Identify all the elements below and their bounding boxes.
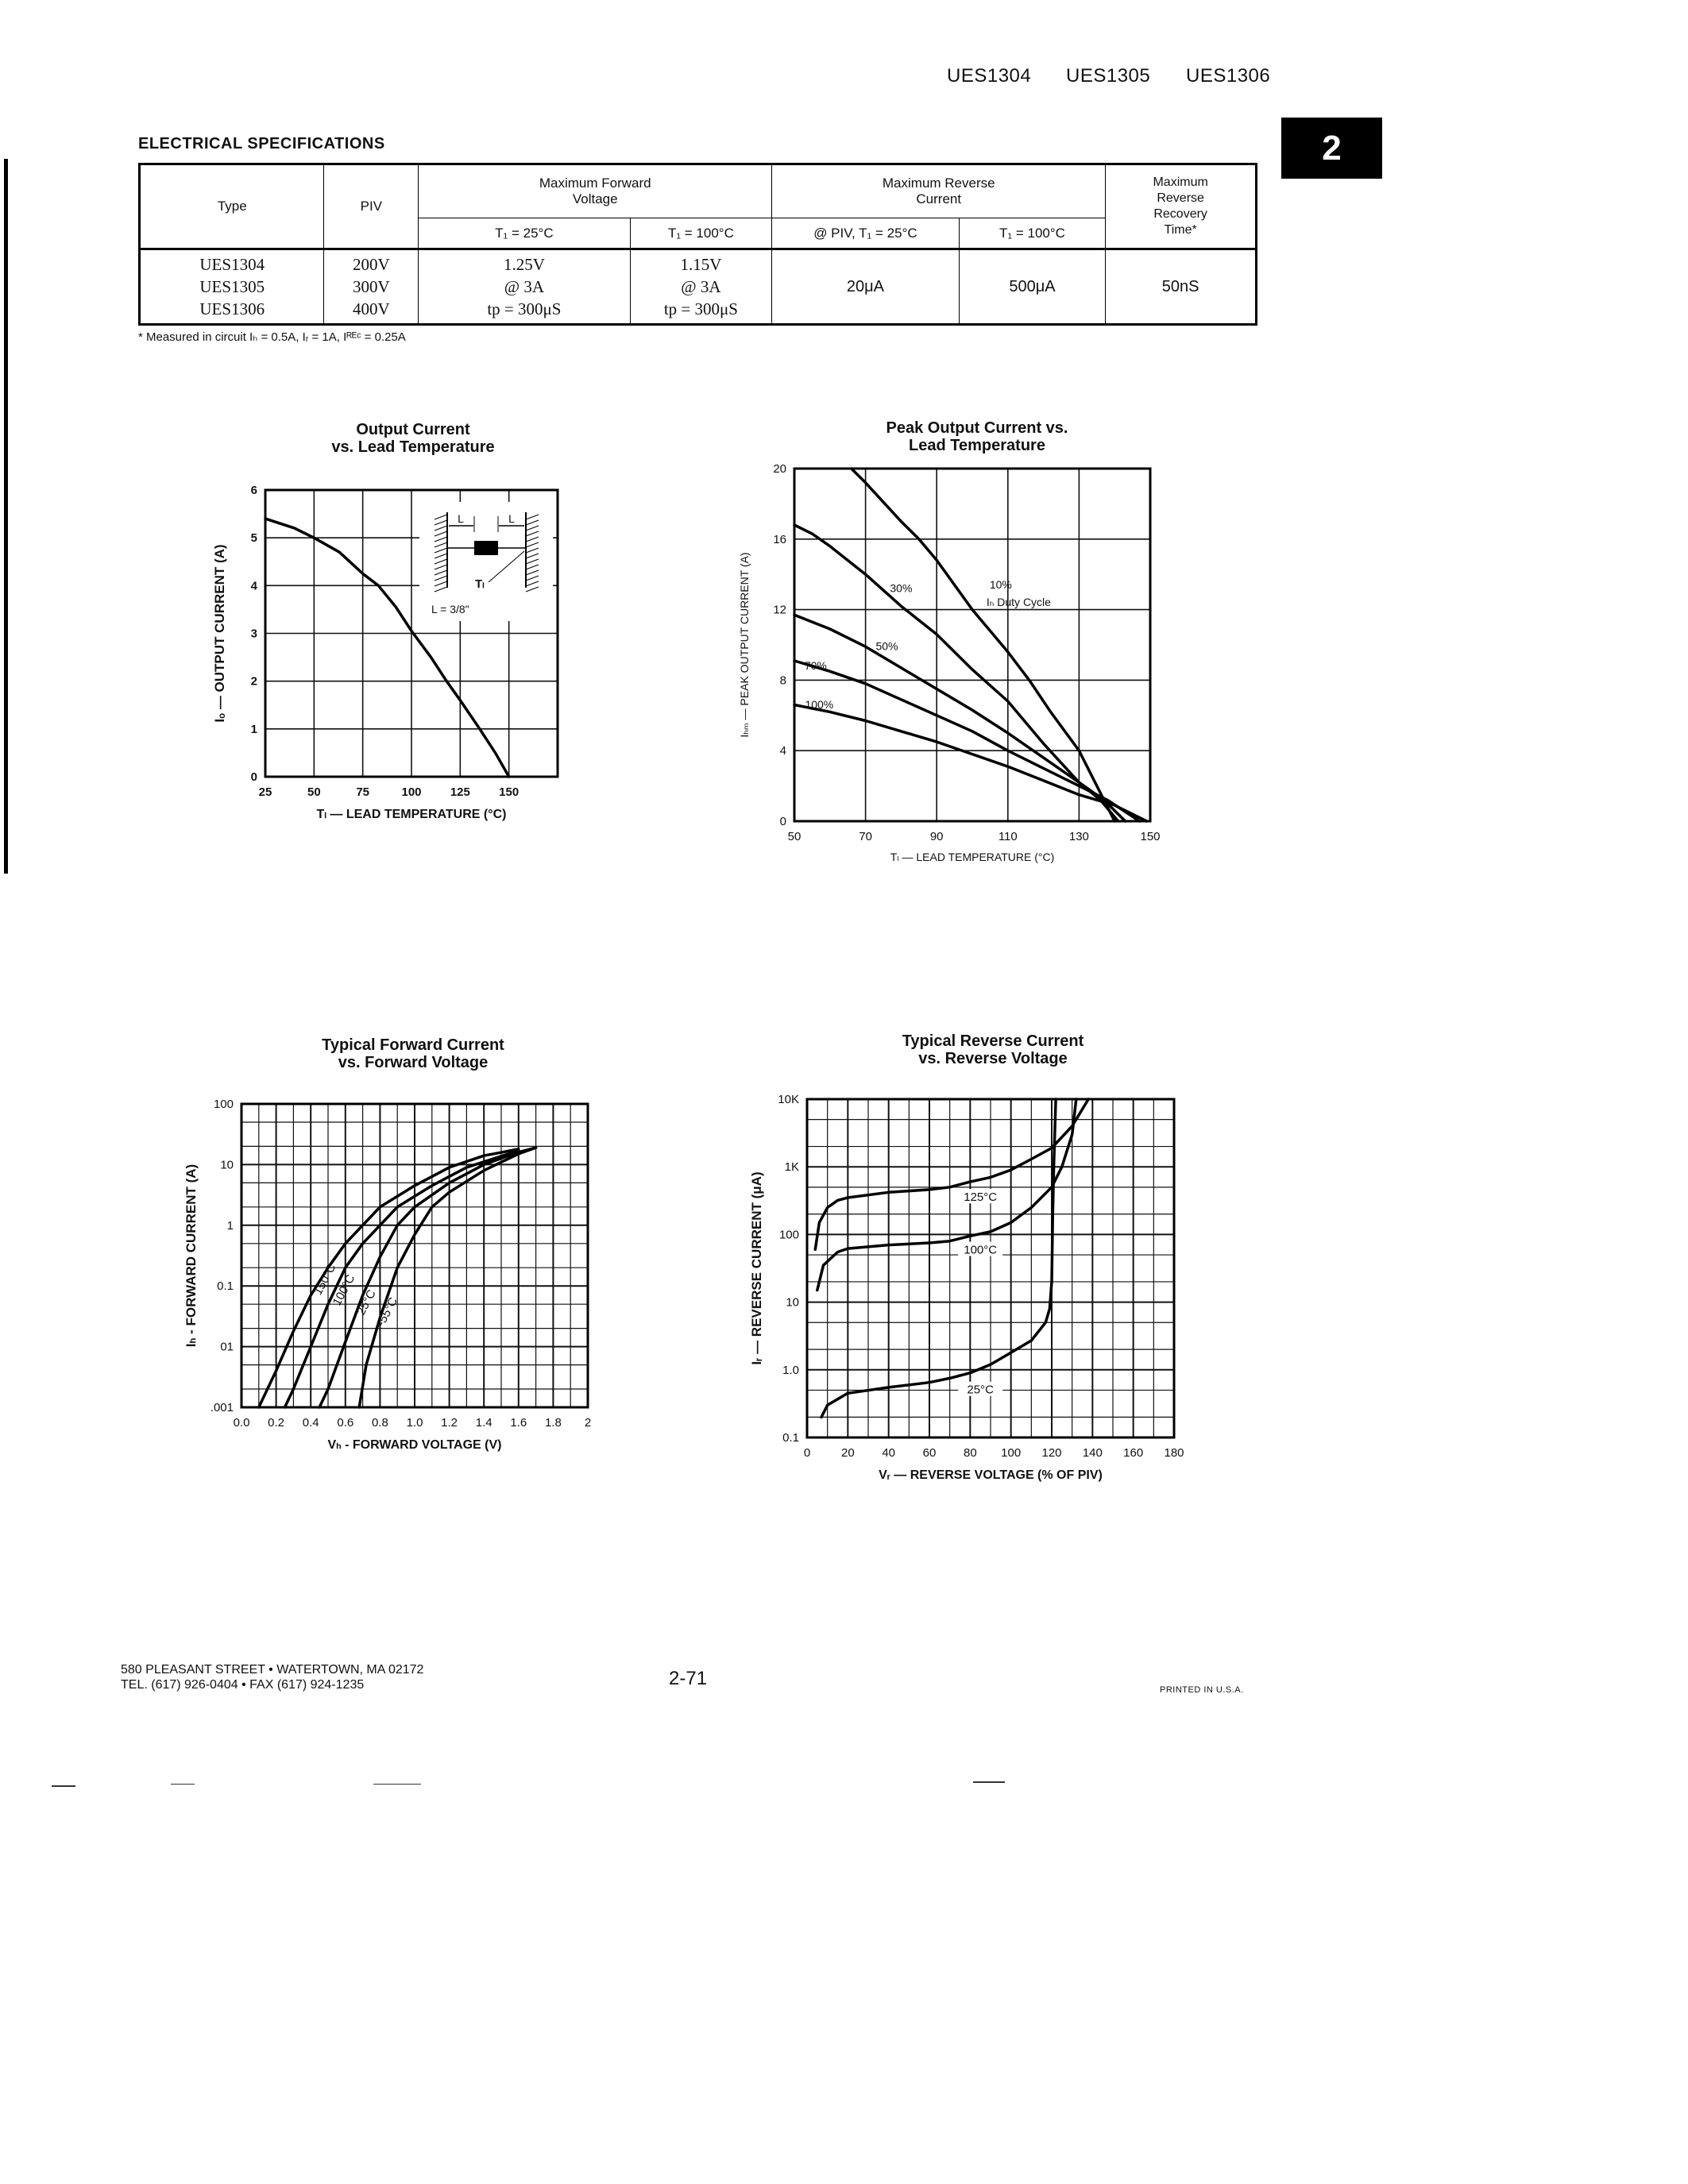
y-tick-label: 0 bbox=[250, 770, 257, 784]
col-header-fv-25c: T₁ = 25°C bbox=[419, 218, 630, 249]
y-tick-label: 1K bbox=[784, 1160, 799, 1175]
x-tick-label: 1.2 bbox=[441, 1416, 458, 1430]
scan-artifact bbox=[52, 1785, 75, 1787]
x-tick-label: 0.2 bbox=[268, 1416, 285, 1430]
col-header-max-forward-voltage: Maximum Forward Voltage bbox=[419, 164, 772, 218]
scan-artifact bbox=[171, 1784, 195, 1785]
cell-rc-100c: 500μA bbox=[959, 249, 1106, 325]
cell-rc-25c: 20μA bbox=[772, 249, 959, 325]
y-tick-label: 4 bbox=[779, 744, 786, 758]
y-tick-label: .001 bbox=[210, 1401, 234, 1414]
series-label: 50% bbox=[875, 639, 898, 653]
series-curve-125°C bbox=[815, 1099, 1088, 1249]
series-label: 150°C bbox=[311, 1261, 339, 1298]
x-tick-label: 0.8 bbox=[371, 1416, 388, 1430]
col-header-piv: PIV bbox=[324, 164, 419, 249]
series-label: 100°C bbox=[964, 1243, 998, 1257]
series-label: 25°C bbox=[967, 1383, 994, 1397]
lead-length-diagram bbox=[419, 502, 553, 621]
y-tick-label: 10K bbox=[778, 1093, 799, 1106]
col-header-rc-25c: @ PIV, T₁ = 25°C bbox=[772, 218, 959, 249]
y-tick-label: 12 bbox=[773, 603, 786, 617]
y-tick-label: 10 bbox=[786, 1295, 799, 1310]
y-tick-label: 100 bbox=[778, 1228, 799, 1242]
x-tick-label: 50 bbox=[307, 785, 321, 799]
col-header-fv-100c: T₁ = 100°C bbox=[630, 218, 772, 249]
legend-note: Iₕ Duty Cycle bbox=[986, 596, 1051, 609]
col-header-recovery-time: Maximum Reverse Recovery Time* bbox=[1106, 164, 1257, 249]
chart-title: Typical Forward Current vs. Forward Voltage bbox=[322, 1036, 504, 1071]
section-badge: 2 bbox=[1281, 118, 1382, 179]
x-tick-label: 20 bbox=[840, 1446, 855, 1460]
x-tick-label: 130 bbox=[1068, 830, 1089, 843]
svg-text:L = 3/8": L = 3/8" bbox=[431, 603, 469, 615]
series-curve--55°C bbox=[359, 1148, 535, 1407]
grid-lines bbox=[241, 1104, 588, 1407]
x-tick-label: 60 bbox=[922, 1446, 937, 1460]
x-tick-label: 0.4 bbox=[302, 1416, 319, 1430]
svg-text:L: L bbox=[458, 512, 464, 525]
col-header-type: Type bbox=[140, 164, 324, 249]
y-axis-label: Iₕ - FORWARD CURRENT (A) bbox=[183, 1163, 199, 1348]
header-part-number: UES1304 bbox=[947, 65, 1032, 87]
y-tick-label: 6 bbox=[250, 484, 257, 497]
series-label: 100% bbox=[805, 697, 834, 711]
series-label: 30% bbox=[890, 581, 913, 595]
section-title: ELECTRICAL SPECIFICATIONS bbox=[138, 135, 385, 152]
x-tick-label: 140 bbox=[1082, 1446, 1103, 1460]
x-tick-label: 75 bbox=[356, 785, 370, 799]
y-tick-label: 16 bbox=[773, 532, 786, 546]
x-tick-label: 150 bbox=[1140, 830, 1161, 843]
x-tick-label: 25 bbox=[258, 785, 272, 799]
plot-frame bbox=[794, 469, 1150, 821]
cell-piv: 200V 300V 400V bbox=[324, 249, 419, 325]
x-tick-label: 1.6 bbox=[510, 1416, 527, 1430]
y-tick-label: 8 bbox=[779, 673, 786, 688]
y-tick-label: 0.1 bbox=[217, 1279, 234, 1294]
series-label: -55°C bbox=[373, 1295, 401, 1329]
x-tick-label: 100 bbox=[401, 785, 422, 799]
header-part-number: UES1306 bbox=[1186, 65, 1271, 87]
series-label: 10% bbox=[989, 577, 1012, 591]
x-tick-label: 110 bbox=[998, 830, 1018, 843]
x-tick-label: 0.0 bbox=[233, 1416, 250, 1430]
svg-text:Tₗ: Tₗ bbox=[475, 577, 485, 591]
chart-title: Output Current vs. Lead Temperature bbox=[331, 421, 495, 456]
x-tick-label: 120 bbox=[1041, 1446, 1062, 1460]
printed-in-usa: PRINTED IN U.S.A. bbox=[1160, 1685, 1244, 1695]
table-footnote: * Measured in circuit Iₕ = 0.5A, Iᵣ = 1A, Iᴿᴱᶜ = 0.25A bbox=[138, 330, 406, 344]
x-tick-label: 1.0 bbox=[406, 1416, 423, 1430]
x-tick-label: 90 bbox=[929, 830, 944, 843]
series-curve-100°C bbox=[817, 1099, 1076, 1291]
y-axis-label: Iₕₘ — PEAK OUTPUT CURRENT (A) bbox=[738, 552, 751, 738]
series-curve-50% bbox=[794, 615, 1126, 821]
page-number: 2-71 bbox=[669, 1668, 708, 1689]
svg-text:L: L bbox=[508, 512, 515, 525]
x-axis-label: Tₗ — LEAD TEMPERATURE (°C) bbox=[890, 851, 1055, 863]
grid-lines bbox=[794, 469, 1150, 821]
x-tick-label: 100 bbox=[1001, 1446, 1022, 1460]
y-tick-label: 1 bbox=[226, 1218, 234, 1233]
y-tick-label: 20 bbox=[773, 462, 786, 476]
y-tick-label: 10 bbox=[220, 1158, 234, 1172]
scan-artifact bbox=[373, 1784, 421, 1785]
x-axis-label: Vᵣ — REVERSE VOLTAGE (% OF PIV) bbox=[879, 1468, 1103, 1482]
x-tick-label: 70 bbox=[859, 830, 872, 843]
chart-title: Peak Output Current vs. Lead Temperature bbox=[886, 419, 1068, 454]
x-axis-label: Tₗ — LEAD TEMPERATURE (°C) bbox=[316, 808, 507, 821]
x-tick-label: 2 bbox=[584, 1416, 592, 1430]
series-label: 100°C bbox=[330, 1272, 358, 1308]
scan-artifact bbox=[973, 1781, 1005, 1783]
y-tick-label: 0 bbox=[779, 815, 786, 828]
cell-types: UES1304 UES1305 UES1306 bbox=[140, 249, 324, 325]
y-tick-label: 5 bbox=[250, 531, 257, 546]
x-tick-label: 0.6 bbox=[337, 1416, 354, 1430]
x-tick-label: 1.4 bbox=[475, 1416, 492, 1430]
series-curve-100% bbox=[794, 705, 1147, 822]
chart-output-current-plot bbox=[212, 484, 558, 821]
y-axis-label: Iᵣ — REVERSE CURRENT (μA) bbox=[749, 1171, 764, 1365]
y-tick-label: 4 bbox=[250, 579, 257, 593]
y-tick-label: 3 bbox=[250, 627, 257, 641]
chart-title: Typical Reverse Current vs. Reverse Voltage bbox=[902, 1032, 1084, 1067]
header-part-number: UES1305 bbox=[1066, 65, 1151, 87]
x-tick-label: 180 bbox=[1164, 1446, 1184, 1460]
chart-peak-output-current-plot bbox=[738, 462, 1161, 863]
series-curve-150°C bbox=[259, 1149, 519, 1407]
y-tick-label: 1.0 bbox=[782, 1363, 799, 1377]
diode-body-icon bbox=[474, 541, 498, 555]
col-header-rc-100c: T₁ = 100°C bbox=[959, 218, 1106, 249]
cell-fv-25c: 1.25V @ 3A tp = 300μS bbox=[419, 249, 630, 325]
chart-forward-current-plot bbox=[183, 1098, 591, 1452]
series-label: 70% bbox=[804, 659, 827, 673]
x-tick-label: 0 bbox=[803, 1446, 811, 1460]
x-axis-label: Vₕ - FORWARD VOLTAGE (V) bbox=[327, 1438, 502, 1452]
col-header-max-reverse-current: Maximum Reverse Current bbox=[772, 164, 1106, 218]
y-tick-label: 1 bbox=[250, 722, 257, 736]
x-tick-label: 80 bbox=[963, 1446, 977, 1460]
y-tick-label: 100 bbox=[213, 1098, 234, 1111]
x-tick-label: 40 bbox=[882, 1446, 896, 1460]
x-tick-label: 150 bbox=[499, 785, 520, 799]
x-tick-label: 50 bbox=[787, 830, 802, 843]
y-axis-label: Iₒ — OUTPUT CURRENT (A) bbox=[212, 544, 227, 723]
x-tick-label: 125 bbox=[450, 785, 470, 799]
company-address: 580 PLEASANT STREET • WATERTOWN, MA 02172 TEL. (617) 926-0404 • FAX (617) 924-1235 bbox=[121, 1663, 424, 1692]
y-tick-label: 2 bbox=[250, 674, 257, 689]
cell-fv-100c: 1.15V @ 3A tp = 300μS bbox=[630, 249, 772, 325]
chart-reverse-current-plot bbox=[749, 1093, 1184, 1482]
series-label: 25°C bbox=[353, 1287, 379, 1318]
series-label: 125°C bbox=[964, 1190, 998, 1205]
y-tick-label: 01 bbox=[220, 1340, 234, 1354]
cell-trr: 50nS bbox=[1106, 249, 1257, 325]
x-tick-label: 1.8 bbox=[544, 1416, 562, 1430]
y-tick-label: 0.1 bbox=[782, 1431, 799, 1445]
x-tick-label: 160 bbox=[1123, 1446, 1144, 1460]
